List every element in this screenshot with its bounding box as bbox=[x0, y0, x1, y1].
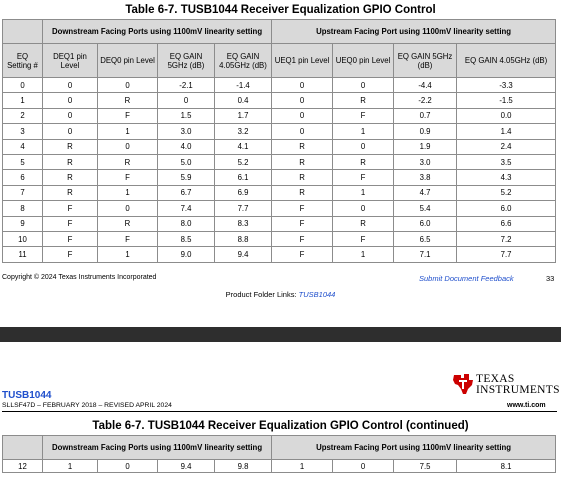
table-cell: 10 bbox=[3, 231, 43, 246]
table-cell: 0 bbox=[333, 139, 394, 154]
column-header: DEQ0 pin Level bbox=[98, 44, 158, 78]
logo-line-texas: TEXAS bbox=[476, 373, 515, 385]
table-row bbox=[3, 93, 556, 108]
column-header: UEQ0 pin Level bbox=[333, 44, 394, 78]
table-cell: R bbox=[333, 93, 394, 108]
table-cell: 7.7 bbox=[457, 247, 556, 262]
table-cell: 12 bbox=[3, 460, 43, 473]
table-cell: 3.8 bbox=[394, 170, 457, 185]
table-cell: -4.4 bbox=[394, 78, 457, 93]
table-cell: 1 bbox=[333, 247, 394, 262]
table-caption-continued: Table 6-7. TUSB1044 Receiver Equalization GPIO Control (continued) bbox=[92, 420, 469, 432]
table-cell: 0.7 bbox=[394, 108, 457, 123]
table-cell: 7.4 bbox=[158, 201, 215, 216]
table-cell: -3.3 bbox=[457, 78, 556, 93]
table-caption: Table 6-7. TUSB1044 Receiver Equalization GPIO Control bbox=[125, 4, 436, 16]
column-header: EQ Setting # bbox=[3, 44, 43, 78]
table-cell: F bbox=[43, 231, 98, 246]
table-cell: 7 bbox=[3, 185, 43, 200]
table-cell: 8 bbox=[3, 201, 43, 216]
table-cell: R bbox=[98, 93, 158, 108]
table-row bbox=[3, 460, 556, 473]
table-cell: 9.4 bbox=[158, 460, 215, 473]
table-row bbox=[3, 108, 556, 123]
table-cell: 9.8 bbox=[215, 460, 272, 473]
table-cell: 1 bbox=[43, 460, 98, 473]
table-cell: 1.7 bbox=[215, 108, 272, 123]
table-cell: 6.6 bbox=[457, 216, 556, 231]
table-cell: -2.2 bbox=[394, 93, 457, 108]
table-cell: 3 bbox=[3, 124, 43, 139]
texas-instruments-logo bbox=[452, 372, 558, 398]
table-cell: 9.4 bbox=[215, 247, 272, 262]
table-cell: 1 bbox=[272, 460, 333, 473]
table-cell: F bbox=[98, 170, 158, 185]
table-cell: 7.7 bbox=[215, 201, 272, 216]
page-number: 33 bbox=[546, 274, 555, 283]
column-header: UEQ1 pin Level bbox=[272, 44, 333, 78]
table-cell: 0 bbox=[272, 93, 333, 108]
table-cell: 0 bbox=[98, 78, 158, 93]
table-cell: R bbox=[272, 170, 333, 185]
table-cell: 7.1 bbox=[394, 247, 457, 262]
table-cell: F bbox=[272, 231, 333, 246]
table-cell: 1.4 bbox=[457, 124, 556, 139]
table-cell: 3.0 bbox=[158, 124, 215, 139]
table-cell: 5 bbox=[3, 154, 43, 169]
table-cell: 6.0 bbox=[457, 201, 556, 216]
table-cell: 1 bbox=[98, 247, 158, 262]
table-cell: R bbox=[98, 154, 158, 169]
table-cell: 0 bbox=[3, 78, 43, 93]
table-row bbox=[3, 231, 556, 246]
submit-feedback-link[interactable]: Submit Document Feedback bbox=[419, 274, 514, 283]
column-header: EQ GAIN 4.05GHz (dB) bbox=[457, 44, 556, 78]
table-row bbox=[3, 185, 556, 200]
table-cell: R bbox=[43, 170, 98, 185]
column-header: DEQ1 pin Level bbox=[43, 44, 98, 78]
table-cell: 3.0 bbox=[394, 154, 457, 169]
table-cell: -1.5 bbox=[457, 93, 556, 108]
table-row bbox=[3, 247, 556, 262]
copyright-text: Copyright © 2024 Texas Instruments Incorporated bbox=[2, 274, 157, 281]
table-cell: 6 bbox=[3, 170, 43, 185]
table-cell: 0 bbox=[43, 78, 98, 93]
document-title-link[interactable]: TUSB1044 bbox=[2, 390, 52, 401]
column-header: EQ GAIN 5GHz (dB) bbox=[158, 44, 215, 78]
table-cell: 5.2 bbox=[215, 154, 272, 169]
table-cell: R bbox=[272, 185, 333, 200]
table-cell: 0 bbox=[333, 201, 394, 216]
table-cell: F bbox=[43, 201, 98, 216]
header-rule bbox=[2, 411, 557, 412]
table-cell: -2.1 bbox=[158, 78, 215, 93]
table-cell: 1.5 bbox=[158, 108, 215, 123]
table-row bbox=[3, 201, 556, 216]
table-row bbox=[3, 170, 556, 185]
table-cell: 0 bbox=[333, 460, 394, 473]
table-cell: 5.9 bbox=[158, 170, 215, 185]
product-folder-links bbox=[0, 290, 561, 299]
table-cell: 0 bbox=[272, 108, 333, 123]
column-header: EQ GAIN 4.05GHz (dB) bbox=[215, 44, 272, 78]
table-cell: F bbox=[333, 170, 394, 185]
table-cell: 8.8 bbox=[215, 231, 272, 246]
table-cell: 5.4 bbox=[394, 201, 457, 216]
website-link[interactable]: www.ti.com bbox=[507, 402, 546, 409]
product-folder-link[interactable]: TUSB1044 bbox=[298, 290, 336, 299]
table-row bbox=[3, 216, 556, 231]
folder-label: Product Folder Links: bbox=[225, 290, 297, 299]
table-cell: F bbox=[43, 247, 98, 262]
table-cell: 0 bbox=[158, 93, 215, 108]
table-cell: 0 bbox=[333, 78, 394, 93]
table-cell: 3.5 bbox=[457, 154, 556, 169]
page-separator bbox=[0, 327, 561, 342]
table-cell: R bbox=[43, 154, 98, 169]
table-cell: 1.9 bbox=[394, 139, 457, 154]
downstream-group-header: Downstream Facing Ports using 1100mV linearity setting bbox=[43, 436, 272, 460]
table-cell: 7.5 bbox=[394, 460, 457, 473]
table-cell: F bbox=[43, 216, 98, 231]
table-row bbox=[3, 78, 556, 93]
table-cell: 3.2 bbox=[215, 124, 272, 139]
table-cell: 4.1 bbox=[215, 139, 272, 154]
table-cell: R bbox=[43, 185, 98, 200]
table-cell: 4.0 bbox=[158, 139, 215, 154]
table-cell: F bbox=[333, 108, 394, 123]
table-cell: 8.1 bbox=[457, 460, 556, 473]
table-cell: 1 bbox=[333, 185, 394, 200]
table-cell: R bbox=[333, 216, 394, 231]
table-cell: F bbox=[272, 216, 333, 231]
ti-state-icon bbox=[452, 372, 474, 396]
table-cell: 6.7 bbox=[158, 185, 215, 200]
downstream-group-header: Downstream Facing Ports using 1100mV linearity setting bbox=[43, 20, 272, 44]
table-cell: 4 bbox=[3, 139, 43, 154]
equalization-table-continued bbox=[2, 435, 556, 473]
table-row bbox=[3, 124, 556, 139]
table-cell: R bbox=[272, 139, 333, 154]
header-spacer bbox=[3, 20, 43, 44]
column-header: EQ GAIN 5GHz (dB) bbox=[394, 44, 457, 78]
table-cell: 2 bbox=[3, 108, 43, 123]
table-cell: R bbox=[98, 216, 158, 231]
upstream-group-header: Upstream Facing Port using 1100mV linearity setting bbox=[272, 436, 556, 460]
table-cell: 1 bbox=[3, 93, 43, 108]
table-cell: 8.5 bbox=[158, 231, 215, 246]
table-cell: F bbox=[272, 201, 333, 216]
table-cell: 0 bbox=[272, 78, 333, 93]
table-cell: 1 bbox=[98, 124, 158, 139]
document-revision: SLLSF47D – FEBRUARY 2018 – REVISED APRIL 2024 bbox=[2, 402, 172, 409]
table-cell: 6.1 bbox=[215, 170, 272, 185]
table-cell: F bbox=[272, 247, 333, 262]
table-cell: 4.7 bbox=[394, 185, 457, 200]
table-cell: 11 bbox=[3, 247, 43, 262]
table-row bbox=[3, 154, 556, 169]
table-cell: 0.4 bbox=[215, 93, 272, 108]
table-cell: 0 bbox=[43, 108, 98, 123]
table-cell: 0 bbox=[43, 93, 98, 108]
table-cell: 9.0 bbox=[158, 247, 215, 262]
upstream-group-header: Upstream Facing Port using 1100mV linearity setting bbox=[272, 20, 556, 44]
table-cell: 0 bbox=[98, 460, 158, 473]
logo-line-instruments: INSTRUMENTS bbox=[476, 384, 560, 396]
table-cell: 2.4 bbox=[457, 139, 556, 154]
table-cell: 5.2 bbox=[457, 185, 556, 200]
table-cell: R bbox=[333, 154, 394, 169]
table-cell: 0 bbox=[98, 201, 158, 216]
table-cell: F bbox=[333, 231, 394, 246]
table-cell: 0.0 bbox=[457, 108, 556, 123]
table-cell: 7.2 bbox=[457, 231, 556, 246]
table-cell: F bbox=[98, 108, 158, 123]
table-cell: 6.9 bbox=[215, 185, 272, 200]
header-spacer bbox=[3, 436, 43, 460]
table-cell: 0 bbox=[272, 124, 333, 139]
table-cell: 1 bbox=[333, 124, 394, 139]
table-cell: R bbox=[43, 139, 98, 154]
table-cell: 4.3 bbox=[457, 170, 556, 185]
table-cell: 8.0 bbox=[158, 216, 215, 231]
table-cell: 9 bbox=[3, 216, 43, 231]
table-cell: -1.4 bbox=[215, 78, 272, 93]
table-cell: R bbox=[272, 154, 333, 169]
table-cell: 0 bbox=[98, 139, 158, 154]
table-cell: 6.5 bbox=[394, 231, 457, 246]
equalization-table bbox=[2, 19, 556, 263]
table-cell: 1 bbox=[98, 185, 158, 200]
table-cell: 8.3 bbox=[215, 216, 272, 231]
table-cell: 0.9 bbox=[394, 124, 457, 139]
table-row bbox=[3, 139, 556, 154]
table-cell: 5.0 bbox=[158, 154, 215, 169]
table-cell: 0 bbox=[43, 124, 98, 139]
table-cell: 6.0 bbox=[394, 216, 457, 231]
table-cell: F bbox=[98, 231, 158, 246]
